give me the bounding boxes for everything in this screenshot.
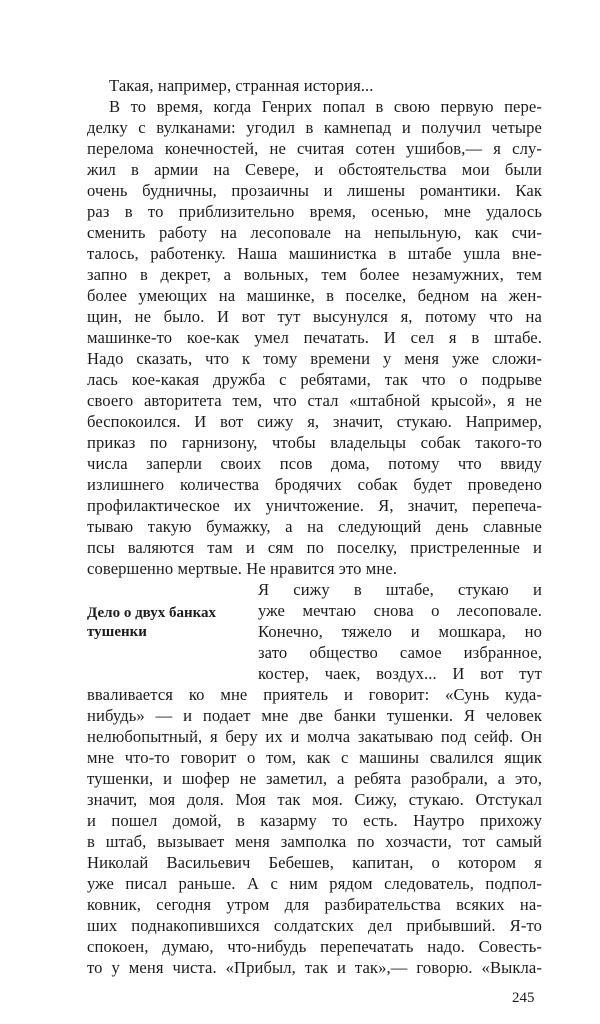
text-line: Конечно, тяжело и мошкара, но: [258, 622, 542, 641]
text-line: мне что-то говорит о том, как с машины свалился ящик: [87, 748, 542, 767]
text-line: более умеющих на машинке, в поселке, бедном на жен-: [87, 286, 542, 305]
text-line: жил в армии на Севере, и обстоятельства мои были: [87, 160, 542, 179]
text-line: и пошел домой, в казарму то есть. Наутро прихожу: [87, 811, 542, 830]
text-line: значит, моя доля. Моя так моя. Сижу, стукаю. Отстукал: [87, 790, 542, 809]
text-line: спокоен, думаю, что-нибудь перепечатать надо. Совесть-: [87, 937, 542, 956]
text-line: ших поднакопившихся солдатских дел прибывший. Я-то: [87, 916, 542, 935]
text-line: костер, чаек, воздух... И вот тут: [258, 664, 542, 683]
text-line: своего авторитета тем, что стал «штабной крысой», я не: [87, 391, 542, 410]
text-line: раз в то приблизительно время, осенью, мне удалось: [87, 202, 542, 221]
text-line: машинке-то кое-как умел печатать. И сел я в штабе.: [87, 328, 542, 347]
text-line: совершенно мертвые. Не нравится это мне.: [87, 559, 398, 578]
text-line: Я сижу в штабе, стукаю и: [258, 580, 542, 599]
text-line: нелюбопытный, я беру их и молча закатываю под сейф. Он: [87, 727, 542, 746]
text-line: излишнего количества бродячих собак будет проведено: [87, 475, 542, 494]
text-line: сменить работу на лесоповале на непыльную, как счи-: [87, 223, 542, 242]
text-line: Надо сказать, что к тому времени у меня уже сложи-: [87, 349, 542, 368]
text-line: числа заперли своих псов дома, потому что ввиду: [87, 454, 542, 473]
text-line: очень будничны, прозаичны и лишены романтики. Как: [87, 181, 542, 200]
text-line: приказ по гарнизону, чтобы владельцы собак такого-то: [87, 433, 542, 452]
text-line: делку с вулканами: угодил в камнепад и получил четыре: [87, 118, 542, 137]
text-line: лась кое-какая дружба с ребятами, так что о подрыве: [87, 370, 542, 389]
side-heading: Дело о двух банках: [87, 605, 217, 621]
text-line: В то время, когда Генрих попал в свою первую пере-: [109, 97, 542, 116]
text-line: беспокоился. И вот сижу я, значит, стукаю. Например,: [87, 412, 542, 431]
text-line: уже мечтаю снова о лесоповале.: [258, 601, 542, 620]
text-line: запно в декрет, а вольных, тем более незамужних, тем: [87, 265, 542, 284]
text-line: тываю такую бумажку, а на следующий день славные: [87, 517, 542, 536]
text-line: вваливается ко мне приятель и говорит: «Сунь куда-: [87, 685, 542, 704]
text-line: ковник, сегодня утром для разбирательства всяких на-: [87, 895, 542, 914]
text-line: нибудь» — и подает мне две банки тушенки. Я человек: [87, 706, 542, 725]
text-line: Такая, например, странная история...: [109, 76, 374, 95]
text-line: псы валяются там и сям по поселку, пристреленные и: [87, 538, 542, 557]
side-heading: тушенки: [87, 624, 147, 640]
text-line: щин, не было. И вот тут высунулся я, потому что на: [87, 307, 542, 326]
text-line: уже писал раньше. А с ним рядом следователь, подпол-: [87, 874, 542, 893]
text-line: Николай Васильевич Бебешев, капитан, о котором я: [87, 853, 542, 872]
page-number: 245: [512, 990, 535, 1006]
text-line: в штаб, вызывает меня замполка по хозчасти, тот самый: [87, 832, 542, 851]
text-line: то у меня чиста. «Прибыл, так и так»,— говорю. «Выкла-: [87, 958, 542, 977]
text-line: профилактическое их уничтожение. Я, значит, перепеча-: [87, 496, 542, 515]
text-line: перелома конечностей, не считая сотен ушибов,— я слу-: [87, 139, 542, 158]
text-line: зато общество самое избранное,: [258, 643, 542, 662]
text-line: тушенки, и шофер не заметил, а ребята разобрали, а это,: [87, 769, 542, 788]
text-line: талось, работенку. Наша машинистка в штабе ушла вне-: [87, 244, 542, 263]
